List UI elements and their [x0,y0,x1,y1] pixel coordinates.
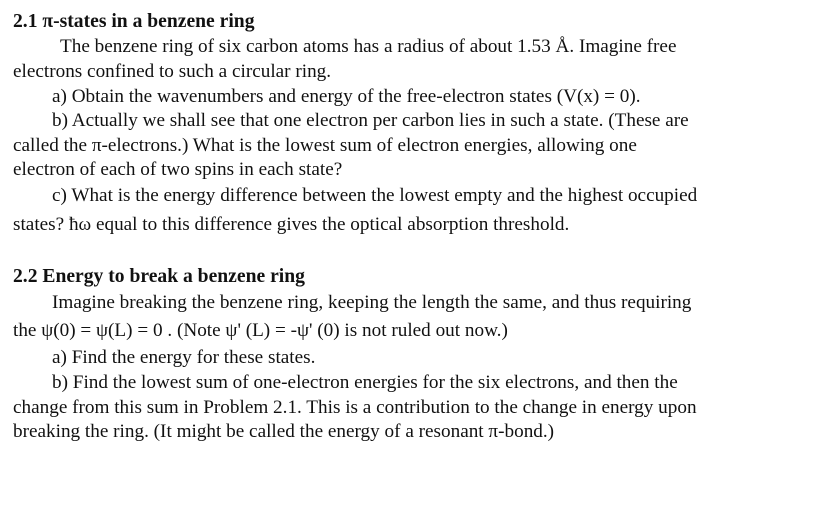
problem-2-1-part-c-line-2: states? ħω equal to this difference gives the optical absorption threshold. [13,214,570,235]
problem-2-2-part-b-line-1: b) Find the lowest sum of one-electron energies for the six electrons, and then the [52,372,678,393]
problem-2-2-intro-line-1: Imagine breaking the benzene ring, keeping the length the same, and thus requiring [52,292,692,313]
problem-2-1-part-b-line-2: called the π-electrons.) What is the lowest sum of electron energies, allowing one [13,135,637,156]
problem-2-2-title: 2.2 Energy to break a benzene ring [13,266,305,287]
problem-2-1-title: 2.1 π-states in a benzene ring [13,11,255,32]
problem-2-1-part-c-line-1: c) What is the energy difference between the lowest empty and the highest occupied [52,185,698,206]
problem-2-1-part-a: a) Obtain the wavenumbers and energy of the free-electron states (V(x) = 0). [52,86,641,107]
problem-2-2-intro-line-2: the ψ(0) = ψ(L) = 0 . (Note ψ' (L) = -ψ' (0) is not ruled out now.) [13,320,508,341]
problem-2-1-intro-line-2: electrons confined to such a circular ring. [13,61,332,82]
problem-2-2-part-a: a) Find the energy for these states. [52,347,316,368]
problem-2-1-intro-line-1: The benzene ring of six carbon atoms has a radius of about 1.53 Å. Imagine free [60,36,677,57]
problem-2-1-part-b-line-1: b) Actually we shall see that one electron per carbon lies in such a state. (These are [52,110,689,131]
problem-2-2-part-b-line-2: change from this sum in Problem 2.1. This is a contribution to the change in energy upon [13,397,697,418]
problem-2-1-part-b-line-3: electron of each of two spins in each state? [13,159,343,180]
problem-2-2-part-b-line-3: breaking the ring. (It might be called the energy of a resonant π-bond.) [13,421,555,442]
